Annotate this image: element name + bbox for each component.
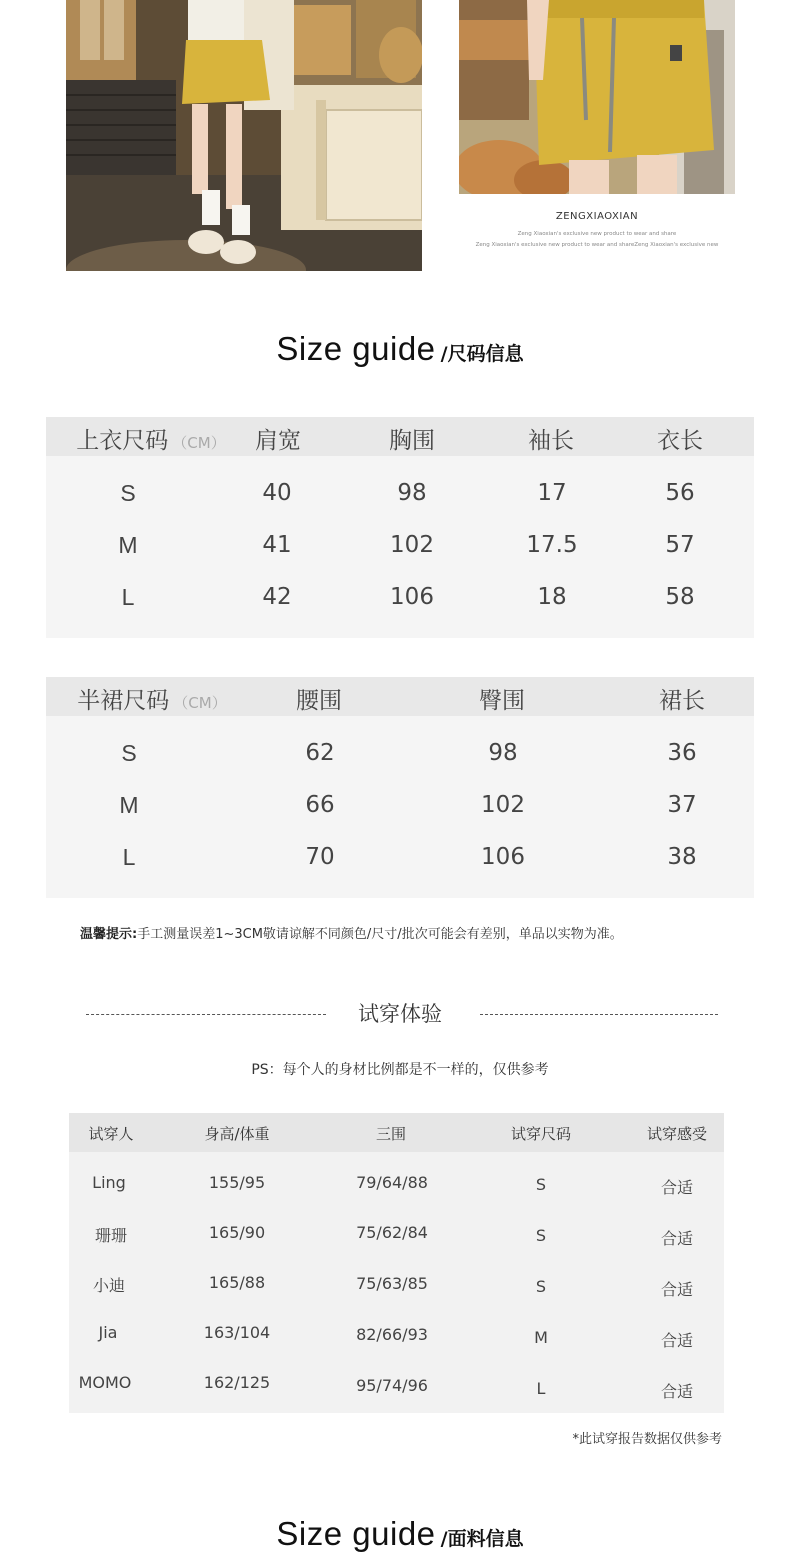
fabric-info-heading (0, 1515, 800, 1553)
table-row-size: L (121, 584, 135, 610)
table-cell: 163/104 (203, 1323, 271, 1342)
table-row-size: L (122, 844, 136, 870)
model-photo-right-illustration (459, 0, 735, 194)
table-cell: 合适 (660, 1229, 694, 1248)
model-photo-right (459, 0, 735, 194)
unit-label: （CM） (173, 694, 227, 712)
table-cell: 41 (262, 532, 292, 558)
table-cell: 106 (481, 844, 525, 870)
col-tried-size: 试穿尺码 (510, 1125, 572, 1143)
table-cell: 57 (665, 532, 695, 558)
table-cell: 165/88 (208, 1273, 266, 1292)
table-cell: S (535, 1277, 547, 1296)
model-photo-left (66, 0, 422, 271)
col-skirt-length: 裙长 (659, 688, 705, 714)
table-cell: 17 (537, 480, 567, 506)
table-cell: S (535, 1226, 547, 1245)
table-cell: 75/63/85 (356, 1274, 428, 1293)
table-cell: 106 (390, 584, 434, 610)
tip-text: 手工测量误差1~3CM敬请谅解不同颜色/尺寸/批次可能会有差别，单品以实物为准。 (137, 927, 623, 942)
table-cell: 38 (667, 844, 697, 870)
table-cell: 70 (305, 844, 335, 870)
top-size-table-header (46, 417, 754, 456)
table-row-size: S (120, 480, 136, 506)
top-size-label-cell (76, 422, 225, 455)
table-cell: 小迪 (92, 1276, 126, 1295)
table-cell: 42 (262, 584, 292, 610)
tip-label: 温馨提示: (80, 927, 138, 942)
table-cell: 合适 (660, 1331, 694, 1350)
col-waist: 腰围 (296, 688, 342, 714)
col-height-weight: 身高/体重 (204, 1125, 270, 1143)
divider-right (480, 1014, 718, 1015)
col-tester: 试穿人 (88, 1125, 134, 1143)
size-guide-heading (0, 330, 800, 368)
table-cell: 162/125 (203, 1373, 271, 1392)
table-cell: 56 (665, 480, 695, 506)
brand-tagline: Zeng Xiaoxian's exclusive new product to wear and share (517, 231, 677, 237)
col-measurements: 三围 (375, 1125, 407, 1143)
table-cell: 合适 (660, 1280, 694, 1299)
table-cell: 155/95 (208, 1173, 266, 1192)
table-cell: 75/62/84 (356, 1223, 428, 1242)
col-hip: 臀围 (479, 688, 525, 714)
table-cell: 102 (390, 532, 434, 558)
table-cell: 98 (488, 740, 518, 766)
tryon-table (69, 1113, 724, 1413)
table-row-size: S (121, 740, 137, 766)
table-cell: Jia (98, 1323, 118, 1342)
measurement-tip (80, 923, 623, 942)
table-cell: 合适 (660, 1178, 694, 1197)
table-cell: Ling (92, 1173, 126, 1192)
tryon-table-header (69, 1113, 724, 1152)
col-shoulder: 肩宽 (255, 428, 301, 454)
table-cell: 58 (665, 584, 695, 610)
table-cell: 40 (262, 480, 292, 506)
col-length: 衣长 (657, 428, 703, 454)
top-size-label: 上衣尺码 (76, 428, 169, 454)
table-cell: 82/66/93 (356, 1325, 428, 1344)
top-size-table (46, 417, 754, 638)
skirt-size-label-cell (77, 682, 226, 715)
size-guide-subtitle: /尺码信息 (440, 343, 524, 365)
skirt-size-table-header (46, 677, 754, 716)
tryon-ps-note: PS：每个人的身材比例都是不一样的，仅供参考 (251, 1062, 549, 1078)
fabric-info-subtitle: /面料信息 (440, 1528, 524, 1550)
skirt-size-table (46, 677, 754, 898)
table-cell: 17.5 (526, 532, 578, 558)
fabric-info-title: Size guide (276, 1515, 436, 1552)
col-fit: 试穿感受 (646, 1125, 708, 1143)
col-sleeve: 袖长 (528, 428, 574, 454)
table-row-size: M (119, 792, 139, 818)
table-cell: 79/64/88 (356, 1173, 428, 1192)
table-cell: 165/90 (208, 1223, 266, 1242)
table-cell: 37 (667, 792, 697, 818)
col-chest: 胸围 (389, 428, 435, 454)
table-cell: 62 (305, 740, 335, 766)
table-cell: S (535, 1175, 547, 1194)
tryon-report-note: *此试穿报告数据仅供参考 (572, 1432, 722, 1447)
table-cell: 珊珊 (94, 1226, 128, 1245)
table-cell: 18 (537, 584, 567, 610)
model-photo-left-illustration (66, 0, 422, 271)
table-cell: 95/74/96 (356, 1376, 428, 1395)
size-guide-title: Size guide (276, 330, 436, 367)
skirt-size-label: 半裙尺码 (77, 688, 170, 714)
table-cell: M (534, 1328, 548, 1347)
unit-label: （CM） (172, 434, 226, 452)
table-cell: 102 (481, 792, 525, 818)
brand-name: ZENGXIAOXIAN (555, 211, 639, 222)
table-cell: MOMO (78, 1373, 132, 1392)
table-cell: L (536, 1379, 546, 1398)
table-cell: 合适 (660, 1382, 694, 1401)
tryon-title: 试穿体验 (358, 1002, 442, 1026)
table-row-size: M (118, 532, 138, 558)
table-cell: 66 (305, 792, 335, 818)
table-cell: 98 (397, 480, 427, 506)
table-cell: 36 (667, 740, 697, 766)
brand-tagline-long: Zeng Xiaoxian's exclusive new product to wear and shareZeng Xiaoxian's exclusive new (475, 242, 719, 248)
